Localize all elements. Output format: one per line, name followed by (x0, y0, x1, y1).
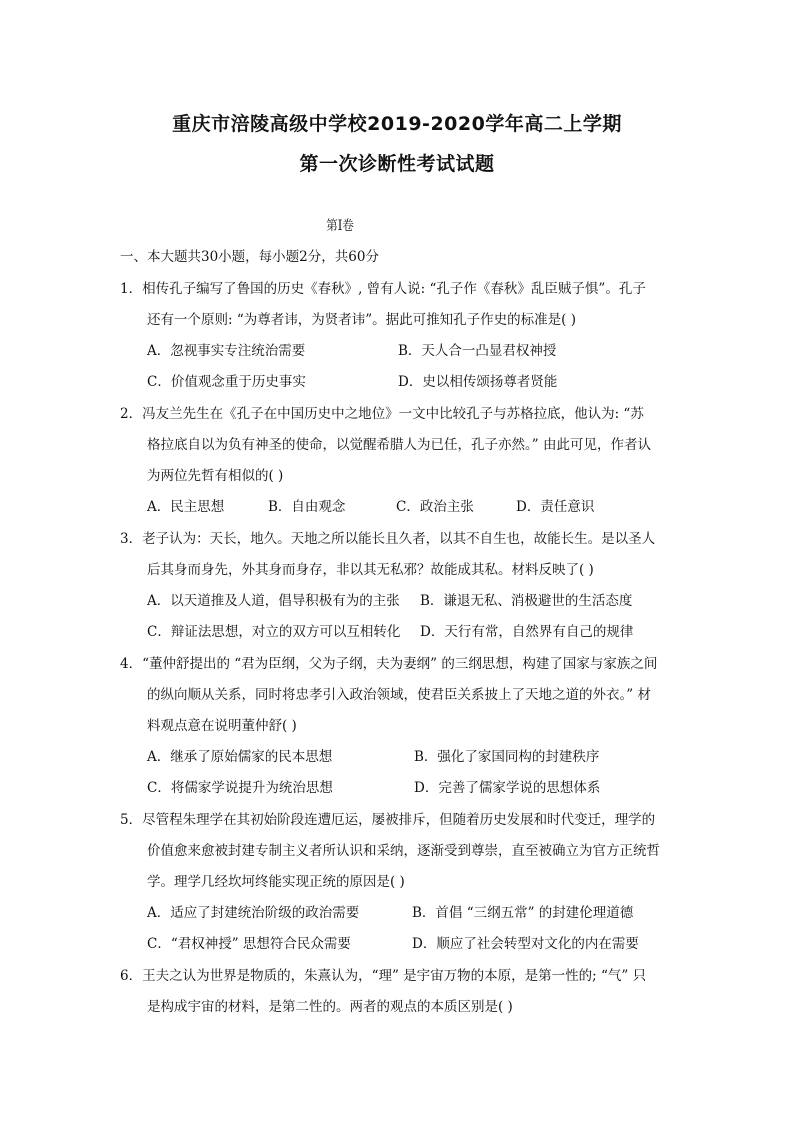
q5-option-a: A．适应了封建统治阶级的政治需要 (147, 905, 360, 921)
q2-option-d: D．责任意识 (516, 499, 595, 515)
q2-line-3: 为两位先哲有相似的( ) (147, 468, 284, 484)
q1-option-a: A．忽视事实专注统治需要 (147, 343, 306, 359)
q1-line-2: 还有一个原则: “为尊者讳，为贤者讳”。据此可推知孔子作史的标准是( ) (147, 312, 576, 328)
q3-line-1: 3．老子认为：天长，地久。天地之所以能长且久者，以其不自生也，故能长生。是以圣人 (120, 531, 656, 547)
q4-line-3: 料观点意在说明董仲舒( ) (147, 718, 297, 734)
q5-line-1: 5．尽管程朱理学在其初始阶段连遭厄运，屡被排斥，但随着历史发展和时代变迁，理学的 (120, 812, 656, 828)
q3-option-d: D．天行有常，自然界有自己的规律 (420, 624, 634, 640)
section-header: 一、本大题共30小题，每小题2分，共60分 (120, 249, 379, 265)
exam-title-line-2: 第一次诊断性考试试题 (299, 153, 495, 175)
q5-line-3: 学。理学几经坎坷终能实现正统的原因是( ) (147, 874, 405, 890)
q4-option-c: C．将儒家学说提升为统治思想 (147, 780, 333, 796)
q5-option-c: C．“君权神授” 思想符合民众需要 (147, 936, 351, 952)
q6-line-1: 6．王夫之认为世界是物质的，朱熹认为，“理” 是宇宙万物的本原，是第一性的; “气” 只 (120, 968, 647, 984)
q5-option-b: B．首倡 “三纲五常” 的封建伦理道德 (412, 905, 634, 921)
q1-option-c: C．价值观念重于历史事实 (147, 374, 306, 390)
q2-option-b: B．自由观念 (268, 499, 346, 515)
q2-line-1: 2．冯友兰先生在《孔子在中国历史中之地位》一文中比较孔子与苏格拉底，他认为: “苏 (120, 406, 644, 422)
q2-option-a: A．民主思想 (147, 499, 225, 515)
exam-title-line-1: 重庆市涪陵高级中学校2019-2020学年高二上学期 (172, 113, 622, 135)
q2-option-c: C．政治主张 (396, 499, 474, 515)
q1-option-d: D．史以相传颂扬尊者贤能 (398, 374, 558, 390)
q4-line-2: 的纵向顺从关系，同时将忠孝引入政治领域，使君臣关系披上了天地之道的外衣。” 材 (147, 687, 651, 703)
q4-option-d: D．完善了儒家学说的思想体系 (414, 780, 601, 796)
q3-option-b: B．谦退无私、消极避世的生活态度 (420, 593, 633, 609)
q6-line-2: 是构成宇宙的材料，是第二性的。两者的观点的本质区别是( ) (147, 999, 513, 1015)
volume-label: 第I卷 (326, 218, 354, 234)
q3-line-2: 后其身而身先，外其身而身存，非以其无私邪？故能成其私。材料反映了( ) (147, 562, 594, 578)
q5-line-2: 价值愈来愈被封建专制主义者所认识和采纳，逐渐受到尊崇，直至被确立为官方正统哲 (147, 843, 660, 859)
q3-option-a: A．以天道推及人道，倡导积极有为的主张 (147, 593, 400, 609)
q2-line-2: 格拉底自以为负有神圣的使命，以觉醒希腊人为已任，孔子亦然。” 由此可见，作者认 (147, 437, 651, 453)
q5-option-d: D．顺应了社会转型对文化的内在需要 (412, 936, 639, 952)
q4-line-1: 4．“董仲舒提出的 “君为臣纲，父为子纲，夫为妻纲” 的三纲思想，构建了国家与家族之间 (120, 656, 658, 672)
q4-option-b: B．强化了家国同构的封建秩序 (414, 749, 600, 765)
q4-option-a: A．继承了原始儒家的民本思想 (147, 749, 333, 765)
q1-line-1: 1．相传孔子编写了鲁国的历史《春秋》, 曾有人说: “孔子作《春秋》乱臣贼子惧”。孔子 (120, 281, 646, 297)
q1-option-b: B．天人合一凸显君权神授 (398, 343, 557, 359)
q3-option-c: C．辩证法思想，对立的双方可以互相转化 (147, 624, 401, 640)
